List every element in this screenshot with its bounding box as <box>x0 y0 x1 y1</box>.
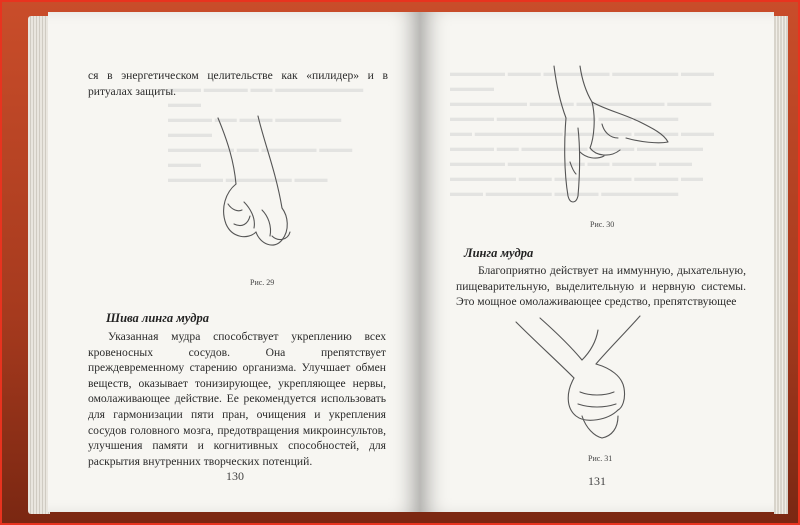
page-edge-left <box>28 16 50 514</box>
hand-illustration-fig31 <box>510 312 670 452</box>
figure-caption-31: Рис. 31 <box>588 454 613 463</box>
page-edge-right <box>774 16 788 514</box>
open-book <box>28 10 788 518</box>
body-paragraph-left: Указанная мудра способствует укреплению всех кровеносных сосудов. Она препятствует преждевременному старению организма. Улучшает обмен веществ, оказывает тонизирующее, укрепляющее нервы, омолаживающее действие. Ее рекомендуется использовать для гармонизации пяти пран, очищения и укрепления сосудов головного мозга, предотвращения микроинсультов, улучшения памяти и когнитивных способностей, для раскрытия внутренних творческих потенций. <box>88 330 386 468</box>
body-paragraph-right: Благоприятно действует на иммунную, дыхательную, пищеварительную, выделительную и нервную системы. Это мощное омолаживающее средство, препятствующее <box>456 264 746 309</box>
page-number-left: 130 <box>226 469 244 483</box>
section-title-linga: Линга мудра <box>464 246 534 260</box>
figure-caption-29: Рис. 29 <box>250 278 275 287</box>
left-page <box>48 12 420 512</box>
section-title-shiva-linga: Шива линга мудра <box>106 311 209 325</box>
bleed-through-text: ▬▬▬ ▬▬▬▬ ▬▬ ▬▬▬▬▬▬▬▬ ▬▬▬ ▬▬▬▬ ▬▬ ▬▬▬ ▬▬▬▬▬▬ ▬▬▬▬ ▬▬▬▬▬▬ ▬▬ ▬▬▬▬▬ ▬▬▬ ▬▬▬ ▬▬▬▬▬ ▬▬▬▬▬▬ ▬▬▬ <box>168 83 364 185</box>
figure-caption-30: Рис. 30 <box>590 220 615 229</box>
hand-illustration-fig30 <box>540 62 680 212</box>
intro-paragraph: ся в энергетическом целительстве как «пилидер» и в ритуалах защиты. <box>88 69 388 98</box>
hand-illustration-fig29 <box>198 112 308 272</box>
page-number-right: 131 <box>588 474 606 488</box>
right-page <box>420 12 774 512</box>
bleed-through-text: ▬▬▬▬▬ ▬▬▬ ▬▬▬▬▬▬ ▬▬▬▬▬▬ ▬▬▬ ▬▬▬▬ ▬▬▬▬▬▬▬ ▬▬▬▬ ▬▬▬▬▬▬▬▬ ▬▬▬▬ ▬▬▬▬ ▬▬▬▬▬▬▬▬▬ ▬▬▬ ▬▬▬▬ ▬▬ ▬▬▬▬▬▬▬▬ ▬▬▬▬▬▬ ▬▬▬▬ ▬▬▬ ▬▬▬▬ ▬▬ ▬▬▬▬▬▬ ▬▬▬▬ ▬▬▬▬▬▬ ▬▬▬▬▬ ▬▬▬▬▬▬▬ ▬▬ ▬▬▬▬ ▬▬▬ ▬▬▬▬▬▬ ▬▬▬ ▬▬▬▬▬▬▬ ▬▬▬▬ ▬▬ ▬▬▬ ▬▬▬▬▬▬ ▬▬▬▬ ▬▬▬▬▬▬▬ <box>450 67 714 199</box>
